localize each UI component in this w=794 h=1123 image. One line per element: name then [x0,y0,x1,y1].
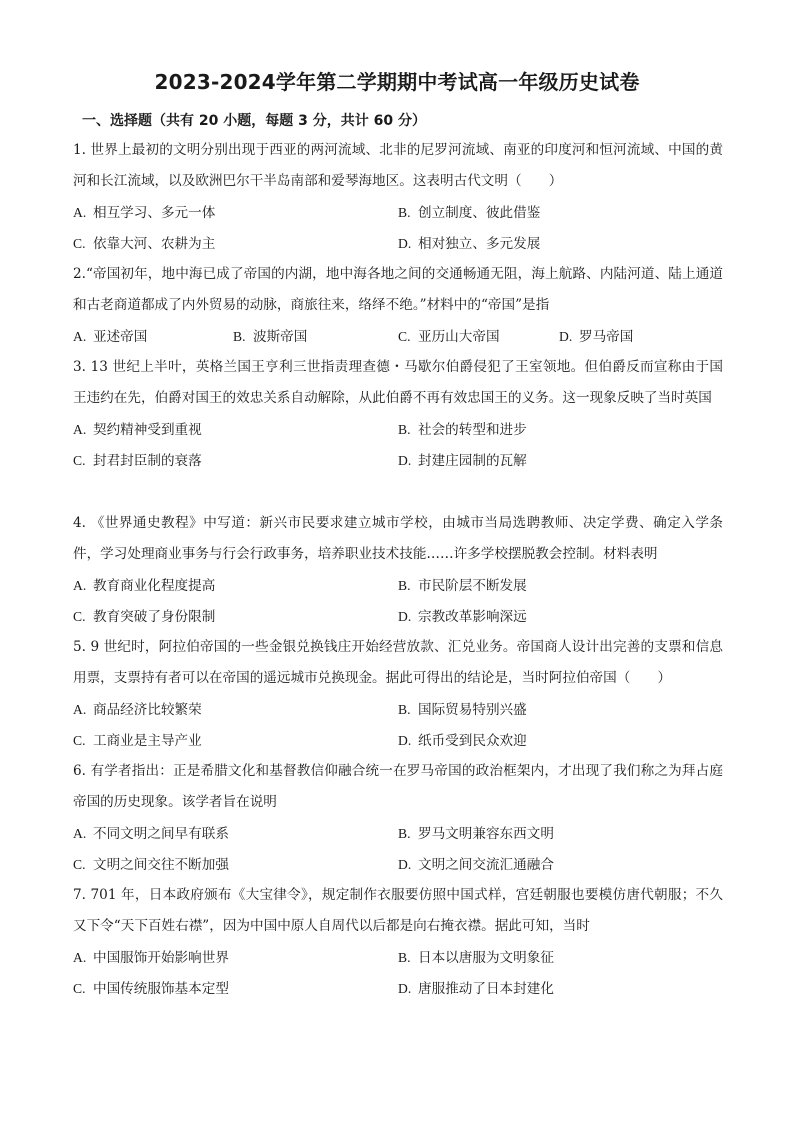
option-c: C. 亚历山大帝国 [398,329,500,345]
question-stem: 2.“帝国初年，地中海已成了帝国的内湖，地中海各地之间的交通畅通无阻，海上航路、内陆河道、陆上通道和古老商道都成了内外贸易的动脉，商旅往来，络绎不绝。”材料中的“帝国”是指 [73,266,723,313]
options-row [73,228,723,259]
option-c: C. 依靠大河、农耕为主 [73,236,216,252]
option-d: D. 文明之间交流汇通融合 [398,857,554,873]
exam-title: 2023-2024学年第二学期期中考试高一年级历史试卷 [154,70,640,94]
question-stem: 3. 13 世纪上半叶，英格兰国王亨利三世指责理查德・马歇尔伯爵侵犯了王室领地。但伯爵反而宣称由于国王违约在先，伯爵对国王的效忠关系自动解除，从此伯爵不再有效忠国王的义务。这一现象反映了当时英国 [73,359,723,406]
question-5 [73,632,723,756]
option-a: A. 不同文明之间早有联系 [73,826,229,842]
section-heading: 一、选择题（共有 20 小题，每题 3 分，共计 60 分） [82,113,426,129]
question-stem: 7. 701 年，日本政府颁布《大宝律令》，规定制作衣服要仿照中国式样，宫廷朝服也要模仿唐代朝服；不久又下令“天下百姓右襟”，因为中国中原人自周代以后都是向右掩衣襟。据此可知，当时 [73,887,723,934]
option-b: B. 创立制度、彼此借鉴 [398,205,541,221]
options-row [73,321,723,352]
option-d: D. 唐服推动了日本封建化 [398,981,554,997]
options-row [73,942,723,973]
options-row [73,445,723,476]
option-b: B. 日本以唐服为文明象征 [398,950,554,966]
options-row [73,197,723,228]
option-a: A. 相互学习、多元一体 [73,205,216,221]
options-row [73,818,723,849]
question-stem: 1. 世界上最初的文明分别出现于西亚的两河流域、北非的尼罗河流域、南亚的印度河和恒河流域、中国的黄河和长江流域，以及欧洲巴尔干半岛南部和爱琴海地区。这表明古代文明（ ） [73,142,723,189]
option-d: D. 纸币受到民众欢迎 [398,733,527,749]
options-row [73,414,723,445]
option-a: A. 中国服饰开始影响世界 [73,950,229,966]
option-c: C. 教育突破了身份限制 [73,609,216,625]
options-row [73,973,723,1004]
option-b: B. 社会的转型和进步 [398,422,527,438]
option-c: C. 文明之间交往不断加强 [73,857,229,873]
option-a: A. 契约精神受到重视 [73,422,202,438]
options-row [73,725,723,756]
question-stem: 6. 有学者指出：正是希腊文化和基督教信仰融合统一在罗马帝国的政治框架内，才出现了我们称之为拜占庭帝国的历史现象。该学者旨在说明 [73,763,723,810]
question-2 [73,259,723,352]
question-7 [73,880,723,1004]
option-b: B. 波斯帝国 [233,329,308,345]
options-row [73,849,723,880]
option-a: A. 教育商业化程度提高 [73,578,216,594]
option-b: B. 国际贸易特别兴盛 [398,702,527,718]
question-stem: 4. 《世界通史教程》中写道：新兴市民要求建立城市学校，由城市当局选聘教师、决定学费、确定入学条件，学习处理商业事务与行会行政事务，培养职业技术技能……许多学校摆脱教会控制。材料表明 [73,515,723,562]
option-c: C. 封君封臣制的衰落 [73,453,202,469]
option-d: D. 罗马帝国 [559,329,634,345]
option-b: B. 罗马文明兼容东西文明 [398,826,554,842]
option-c: C. 中国传统服饰基本定型 [73,981,229,997]
question-4 [73,508,723,632]
options-row [73,694,723,725]
question-3 [73,352,723,476]
option-a: A. 亚述帝国 [73,329,148,345]
options-row [73,601,723,632]
option-d: D. 宗教改革影响深远 [398,609,527,625]
option-d: D. 相对独立、多元发展 [398,236,541,252]
option-b: B. 市民阶层不断发展 [398,578,527,594]
question-1 [73,135,723,259]
question-stem: 5. 9 世纪时，阿拉伯帝国的一些金银兑换钱庄开始经营放款、汇兑业务。帝国商人设计出完善的支票和信息用票，支票持有者可以在帝国的遥远城市兑换现金。据此可得出的结论是，当时阿拉伯帝国（ ） [73,639,723,686]
option-c: C. 工商业是主导产业 [73,733,202,749]
question-6 [73,756,723,880]
options-row [73,570,723,601]
option-a: A. 商品经济比较繁荣 [73,702,202,718]
option-d: D. 封建庄园制的瓦解 [398,453,527,469]
